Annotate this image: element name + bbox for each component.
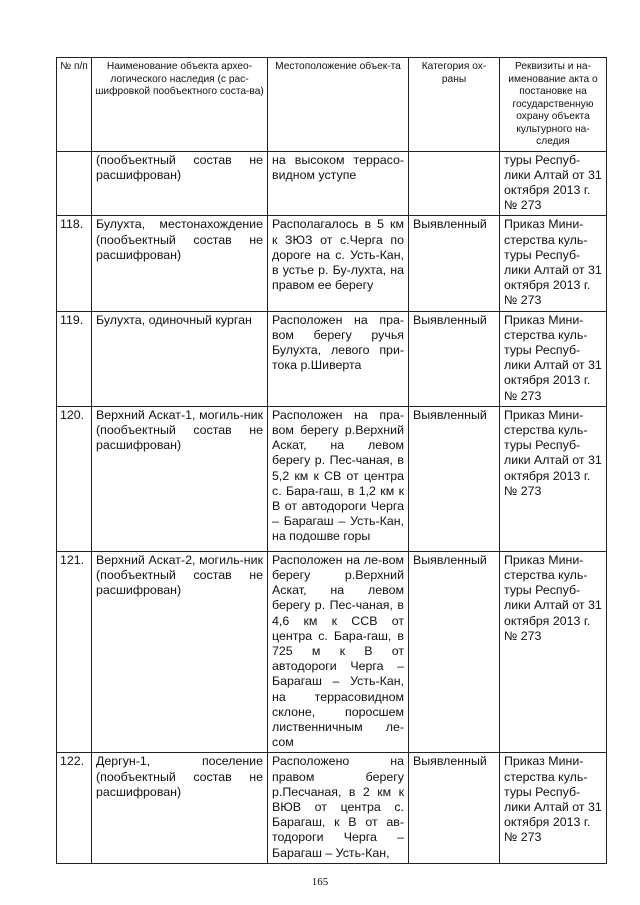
row-category: Выявленный (409, 753, 500, 863)
row-object-name: Дергун-1, поселение (пообъектный состав не расшифрован) (92, 753, 268, 863)
row-act: Приказ Мини-стерства куль-туры Респуб-лики Алтай от 31 октября 2013 г. № 273 (500, 551, 607, 753)
row-act: Приказ Мини-стерства куль-туры Респуб-лики Алтай от 31 октября 2013 г. № 273 (500, 216, 607, 311)
row-act: Приказ Мини-стерства куль-туры Респуб-лики Алтай от 31 октября 2013 г. № 273 (500, 311, 607, 406)
table-row (57, 551, 607, 753)
header-number: № п/п (57, 58, 92, 152)
table-header-row (57, 58, 607, 152)
table-row (57, 151, 607, 216)
row-object-name: Булухта, местонахождение (пообъектный состав не расшифрован) (92, 216, 268, 311)
row-number: 120. (57, 406, 92, 551)
row-location: Расположено на правом берегу р.Песчаная, в 2 км к ВЮВ от центра с. Барагаш, к В от ав-тодороги Черга – Барагаш – Усть-Кан, (268, 753, 409, 863)
row-object-name: Верхний Аскат-2, могиль-ник (пообъектный состав не расшифрован) (92, 551, 268, 753)
table-row (57, 216, 607, 311)
row-number: 118. (57, 216, 92, 311)
row-object-name: Верхний Аскат-1, могиль-ник (пообъектный состав не расшифрован) (92, 406, 268, 551)
row-number (57, 151, 92, 216)
row-category: Выявленный (409, 216, 500, 311)
table-row (57, 406, 607, 551)
header-act: Реквизиты и на-именование акта о постановке на государственную охрану объекта культурного на-следия (500, 58, 607, 152)
heritage-registry-table (56, 57, 607, 864)
header-category: Категория ох-раны (409, 58, 500, 152)
table-row (57, 753, 607, 863)
row-location: Расположен на пра-вом берегу ручья Булухта, левого при-тока р.Шиверта (268, 311, 409, 406)
row-category: Выявленный (409, 551, 500, 753)
header-object-name: Наименование объекта архео-логического наследия (с рас-шифровкой пообъектного соста-ва) (92, 58, 268, 152)
header-location: Местоположение объек-та (268, 58, 409, 152)
row-number: 119. (57, 311, 92, 406)
row-category: Выявленный (409, 311, 500, 406)
row-category (409, 151, 500, 216)
table-row (57, 311, 607, 406)
row-object-name: (пообъектный состав не расшифрован) (92, 151, 268, 216)
row-object-name: Булухта, одиночный курган (92, 311, 268, 406)
row-act: туры Респуб-лики Алтай от 31 октября 2013 г. № 273 (500, 151, 607, 216)
page-number: 165 (311, 876, 329, 888)
row-category: Выявленный (409, 406, 500, 551)
row-location: Расположен на пра-вом берегу р.Верхний Аскат, на левом берегу р. Пес-чаная, в 5,2 км к СВ от центра с. Бара-гаш, в 1,2 км к В от автодороги Черга – Барагаш – Усть-Кан, на подошве горы (268, 406, 409, 551)
row-number: 121. (57, 551, 92, 753)
row-number: 122. (57, 753, 92, 863)
row-act: Приказ Мини-стерства куль-туры Респуб-лики Алтай от 31 октября 2013 г. № 273 (500, 753, 607, 863)
row-location: Располагалось в 5 км к ЗЮЗ от с.Черга по дороге на с. Усть-Кан, в устье р. Бу-лухта, на правом ее берегу (268, 216, 409, 311)
row-location: Расположен на ле-вом берегу р.Верхний Аскат, на левом берегу р. Пес-чаная, в 4,6 км к ССВ от центра с. Бара-гаш, в 725 м к В от автодороги Черга – Барагаш – Усть-Кан, на террасовидном склоне, поросшем лиственничным ле-сом (268, 551, 409, 753)
row-location: на высоком террасо-видном уступе (268, 151, 409, 216)
row-act: Приказ Мини-стерства куль-туры Респуб-лики Алтай от 31 октября 2013 г. № 273 (500, 406, 607, 551)
